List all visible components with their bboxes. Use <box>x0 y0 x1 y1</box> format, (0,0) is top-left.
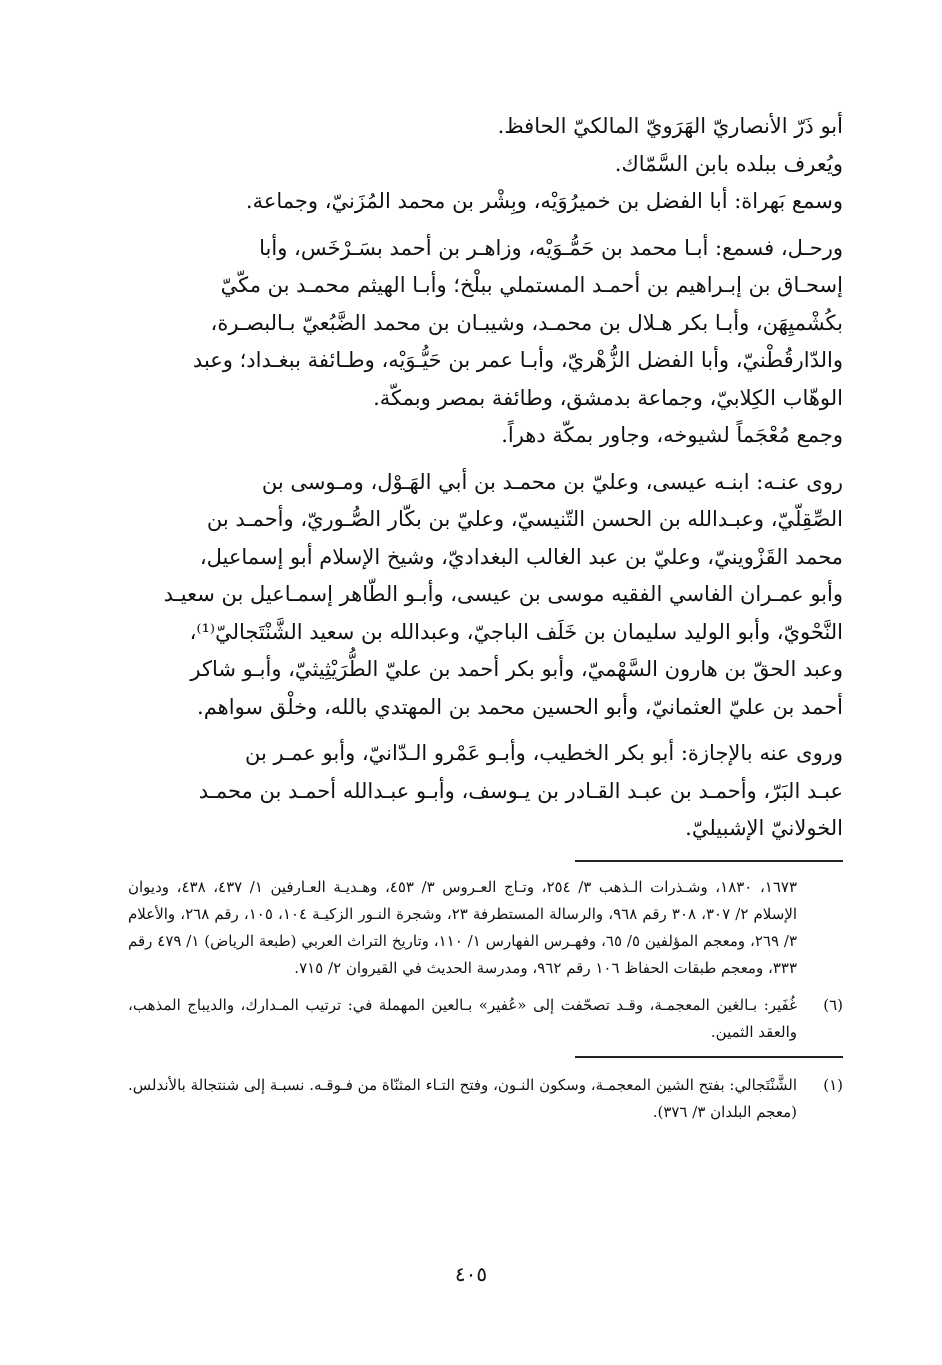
text-line: الخولانيّ الإشبيليّ. <box>685 816 843 840</box>
footnote-separator-2 <box>575 1056 843 1058</box>
footnote-number-blank <box>797 874 843 982</box>
text-line: وجمع مُعْجَماً لشيوخه، وجاور بمكّة دهراً. <box>501 423 843 447</box>
footnotes <box>128 874 843 1046</box>
text-line: ورحـل، فسمع: أبـا محمد بن حَمُّـوَيْه، وزاهـر بن أحمد بسَـرْخَس، وأبا <box>259 235 843 260</box>
footnote-6 <box>128 992 843 1046</box>
text-line: روى عنـه: ابنـه عيسى، وعليّ بن محمـد بن أبي الهَـوْل، ومـوسى بن <box>261 469 843 494</box>
footnote-continued <box>128 874 843 982</box>
page-body <box>128 108 843 1136</box>
text-line: النَّحْويّ، وأبو الوليد سليمان بن خَلَف الباجيّ، وعبدالله بن سعيد الشَّنْتَجاليّ⁽¹⁾، <box>189 619 843 644</box>
paragraph-intro <box>128 108 843 221</box>
text-line: أحمد بن عليّ العثمانيّ، وأبو الحسين محمد بن المهتدي بالله، وخلْق سواهم. <box>197 694 843 719</box>
main-text <box>128 108 843 848</box>
paragraph-narrators <box>128 464 843 727</box>
paragraph-ijaza <box>128 735 843 848</box>
footnote-text: الشَّنْتَجالي: بفتح الشين المعجمـة، وسكون النـون، وفتح التـاء المثنّاة من فـوقـه. نسبـة إلى شنتجالة بالأندلس. (معجم البلدان ٣/ ٣٧٦). <box>128 1075 797 1121</box>
text-line: أبو ذَرّ الأنصاريّ الهَرَويّ المالكيّ الحافظ. <box>497 114 843 138</box>
text-line: الصِّقِلّيّ، وعبـدالله بن الحسن التّنيسيّ، وعليّ بن بكّار الصُّـوريّ، وأحمـد بن <box>206 507 843 531</box>
footnotes-author <box>128 1072 843 1126</box>
text-line: وأبو عمـران الفاسي الفقيه موسى بن عيسى، وأبـو الطّاهر إسمـاعيل بن سعيـد <box>163 582 843 606</box>
page-number: ٤٠٥ <box>454 1262 488 1286</box>
text-line: عبـد البَرّ، وأحمـد بن عبـد القـادر بن يـوسف، وأبـو عبـدالله أحمـد بن محمـد <box>198 778 843 803</box>
footnote-text: ١٦٧٣، ١٨٣٠، وشـذرات الـذهب ٣/ ٢٥٤، وتـاج العـروس ٣/ ٤٥٣، وهـديـة العـارفين ١/ ٤٣٧، ٤٣٨، وديوان الإسلام ٢/ ٣٠٧، ٣٠٨ رقم ٩٦٨، والرسالة المستطرفة ٢٣، وشجرة النـور الزكيـة ١٠٤، ١٠٥، رقم ٢٦٨، والأعلام ٣/ ٢٦٩، ومعجم المؤلفين ٥/ ٦٥، وفهـرس الفهارس ١/ ١١٠، وتاريخ التراث العربي (طبعة الرياض) ١/ ٤٧٩ رقم ٣٣٣، ومعجم طبقات الحفاظ ١٠٦ رقم ٩٦٢، ومدرسة الحديث في القيروان ٢/ ٧١٥. <box>128 877 798 977</box>
text-line: وسمع بَهراة: أبا الفضل بن خميرُوَيْه، وبِشْر بن محمد المُزَنيّ، وجماعة. <box>245 189 843 213</box>
footnote-separator <box>575 860 843 862</box>
footnote-1 <box>128 1072 843 1126</box>
text-line: إسحـاق بن إبـراهيم بن أحمـد المستملي ببلْخ؛ وأبـا الهيثم محمـد بن مكّيّ <box>220 273 843 297</box>
text-line: والدّارقُطْنيّ، وأبا الفضل الزُّهْريّ، وأبـا عمر بن حَيُّـوَيْه، وطـائفة ببغـداد؛ وعبد <box>192 348 843 372</box>
footnote-number: (١) <box>823 1075 843 1094</box>
text-line: محمد القَزْوينيّ، وعليّ بن عبد الغالب البغداديّ، وشيخ الإسلام أبو إسماعيل، <box>199 544 843 569</box>
text-line: الوهّاب الكِلابيّ، وجماعة بدمشق، وطائفة بمصر وبمكّة. <box>373 385 843 410</box>
text-line: ويُعرف ببلده بابن السَّمّاك. <box>614 151 843 176</box>
paragraph-travels <box>128 230 843 455</box>
footnote-text: غُفَير: بـالغين المعجمـة، وقـد تصحّفت إلى «عُفير» بـالعين المهملة في: ترتيب المـدارك، والديباج المذهب، والعقد الثمين. <box>128 995 797 1041</box>
text-line: بكُشْميِهَن، وأبـا بكر هـلال بن محمـد، وشيبـان بن محمد الضَّبُعيّ بـالبصـرة، <box>210 310 843 335</box>
text-line: وروى عنه بالإجازة: أبو بكر الخطيب، وأبـو عَمْرو الـدّانيّ، وأبو عمـر بن <box>244 741 843 765</box>
footnote-number: (٦) <box>823 995 843 1014</box>
text-line: وعبد الحقّ بن هارون السَّهْميّ، وأبو بكر أحمد بن عليّ الطُّرَيْثِيثيّ، وأبـو شاكر <box>190 657 843 681</box>
